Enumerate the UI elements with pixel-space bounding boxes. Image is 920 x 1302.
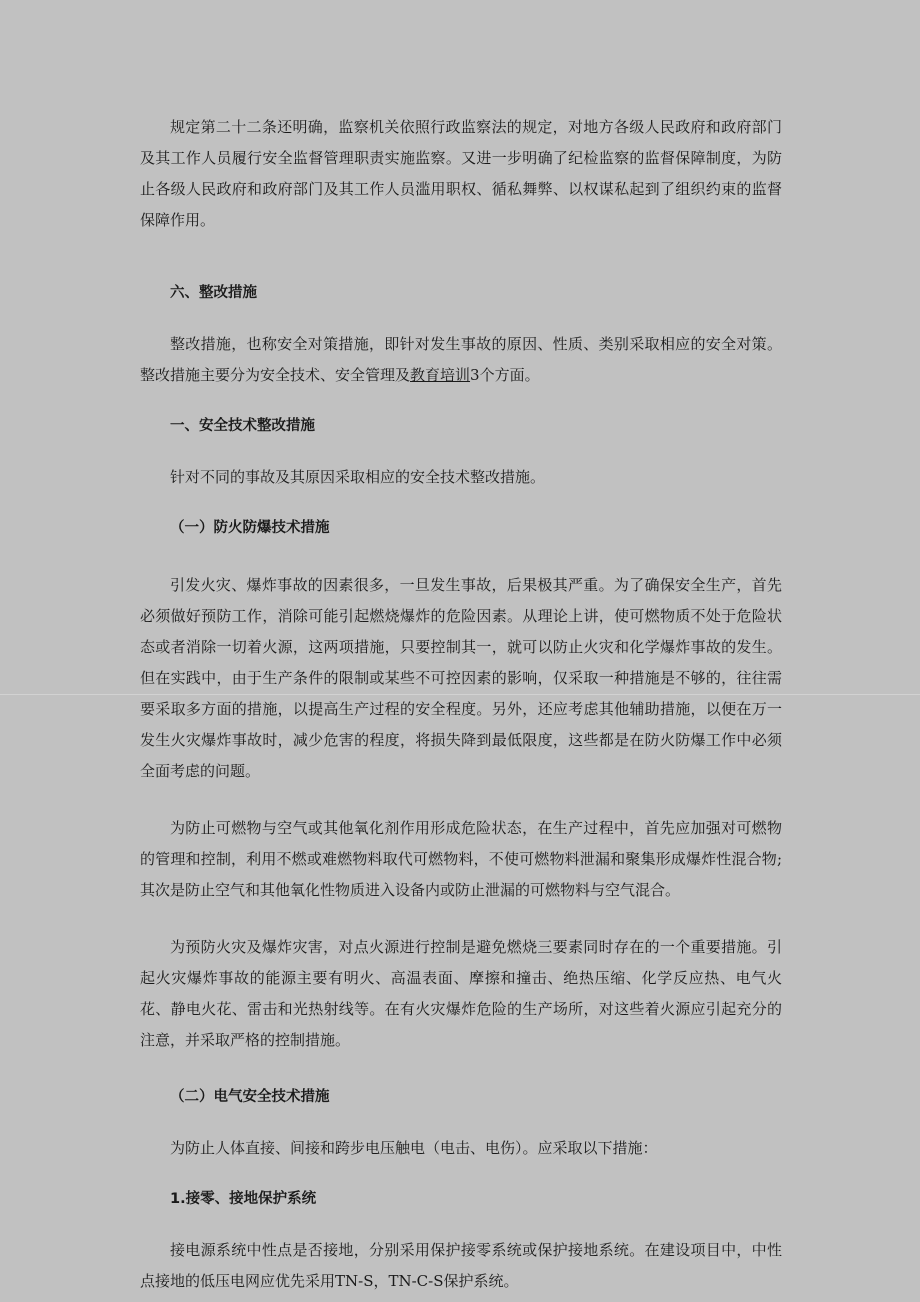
paragraph-rectification-text: 整改措施，也称安全对策措施，即针对发生事故的原因、性质、类别采取相应的安全对策。整改措施主要分为安全技术、安全管理及 [140,335,782,384]
heading-safety-technology: 一、安全技术整改措施 [170,418,315,434]
paragraph-safety-technology: 针对不同的事故及其原因采取相应的安全技术整改措施。 [170,468,546,486]
paragraph-combustibles: 为防止可燃物与空气或其他氧化剂作用形成危险状态，在生产过程中，首先应加强对可燃物的管理和控制，利用不燃或难燃物料取代可燃物料，不使可燃物料泄漏和聚集形成爆炸性混合物;其次是防止空气和其他氧化性物质进入设备内或防止泄漏的可燃物料与空气混合。 [140,819,782,899]
heading-electrical-safety: （二）电气安全技术措施 [170,1089,330,1105]
heading-grounding-system: 1.接零、接地保护系统 [170,1191,317,1207]
paragraph-supervision: 规定第二十二条还明确，监察机关依照行政监察法的规定，对地方各级人民政府和政府部门及其工作人员履行安全监督管理职责实施监察。又进一步明确了纪检监察的监督保障制度，为防止各级人民政府和政府部门及其工作人员滥用职权、循私舞弊、以权谋私起到了组织约束的监督保障作用。 [140,118,782,229]
paragraph-grounding: 接电源系统中性点是否接地，分别采用保护接零系统或保护接地系统。在建设项目中，中性点接地的低压电网应优先采用TN-S，TN-C-S保护系统。 [140,1241,782,1290]
heading-fire-explosion: （一）防火防爆技术措施 [170,520,330,536]
education-training-link[interactable]: 教育培训 [410,366,471,384]
heading-rectification-measures: 六、整改措施 [170,285,257,301]
paragraph-electric-shock: 为防止人体直接、间接和跨步电压触电（电击、电伤）。应采取以下措施： [170,1139,658,1157]
document-body [140,112,782,1297]
paragraph-ignition-sources: 为预防火灾及爆炸灾害，对点火源进行控制是避免燃烧三要素同时存在的一个重要措施。引起火灾爆炸事故的能源主要有明火、高温表面、摩擦和撞击、绝热压缩、化学反应热、电气火花、静电火花、雷击和光热射线等。在有火灾爆炸危险的生产场所，对这些着火源应引起充分的注意，并采取严格的控制措施。 [140,938,782,1049]
paragraph-rectification-tail: 3个方面。 [470,366,540,384]
paragraph-rectification-intro [140,329,782,391]
paragraph-fire-explosion: 引发火灾、爆炸事故的因素很多，一旦发生事故，后果极其严重。为了确保安全生产，首先必须做好预防工作，消除可能引起燃烧爆炸的危险因素。从理论上讲，使可燃物质不处于危险状态或者消除一切着火源，这两项措施，只要控制其一，就可以防止火灾和化学爆炸事故的发生。但在实践中，由于生产条件的限制或某些不可控因素的影响，仅采取一种措施是不够的，往往需要采取多方面的措施，以提高生产过程的安全程度。另外，还应考虑其他辅助措施，以便在万一发生火灾爆炸事故时，减少危害的程度，将损失降到最低限度，这些都是在防火防爆工作中必须全面考虑的问题。 [140,576,782,780]
